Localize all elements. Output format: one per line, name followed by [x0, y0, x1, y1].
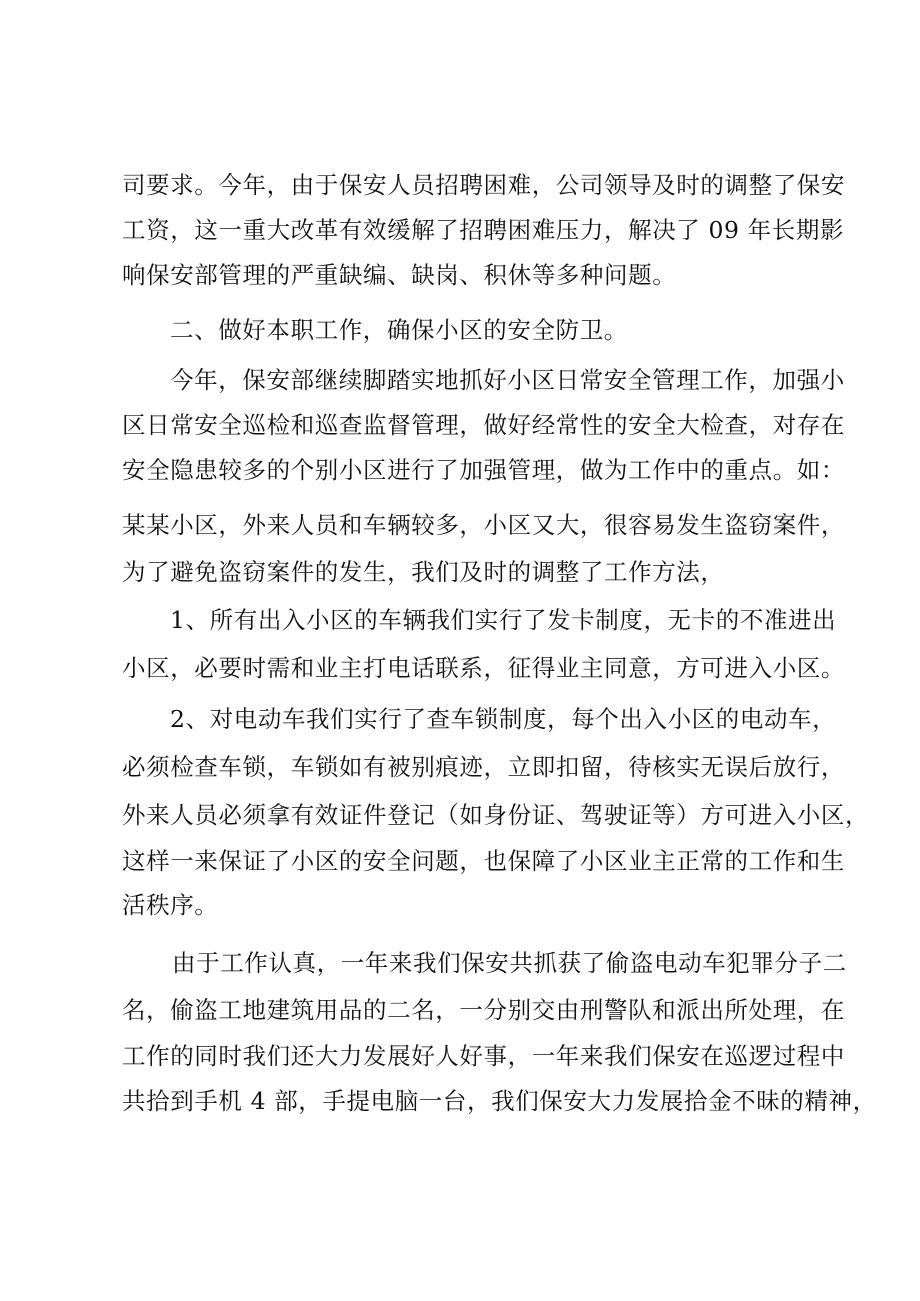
text-line: 活秩序。: [122, 891, 219, 919]
text-line: 名，偷盗工地建筑用品的二名，一分别交由刑警队和派出所处理，在: [122, 996, 845, 1024]
text-line: 今年，保安部继续脚踏实地抓好小区日常安全管理工作，加强小: [170, 366, 845, 394]
text-line: 共拾到手机 4 部，手提电脑一台，我们保安大力发展拾金不昧的精神，: [122, 1087, 877, 1115]
text-line: 司要求。今年，由于保安人员招聘困难，公司领导及时的调整了保安: [122, 171, 845, 199]
list-item: 1、所有出入小区的车辆我们实行了发卡制度，无卡的不准进出: [170, 606, 837, 634]
text-line: 为了避免盗窃案件的发生，我们及时的调整了工作方法，: [122, 558, 725, 586]
text-line: 必须检查车锁，车锁如有被别痕迹，立即扣留，待核实无误后放行，: [122, 753, 845, 781]
text-line: 区日常安全巡检和巡查监督管理，做好经常性的安全大检查，对存在: [122, 411, 845, 439]
text-line: 工作的同时我们还大力发展好人好事，一年来我们保安在巡逻过程中: [122, 1042, 845, 1070]
section-heading: 二、做好本职工作，确保小区的安全防卫。: [170, 316, 628, 344]
list-item: 2、对电动车我们实行了查车锁制度，每个出入小区的电动车，: [170, 705, 837, 733]
text-line: 工资，这一重大改革有效缓解了招聘困难压力，解决了 09 年长期影: [122, 216, 845, 244]
text-line: 由于工作认真，一年来我们保安共抓获了偷盗电动车犯罪分子二: [172, 949, 847, 977]
text-line: 安全隐患较多的个别小区进行了加强管理，做为工作中的重点。如：: [122, 456, 845, 484]
text-line: 这样一来保证了小区的安全问题，也保障了小区业主正常的工作和生: [122, 847, 845, 875]
text-line: 某某小区，外来人员和车辆较多，小区又大，很容易发生盗窃案件，: [122, 511, 845, 539]
text-line: 响保安部管理的严重缺编、缺岗、积休等多种问题。: [122, 261, 677, 289]
text-line: 外来人员必须拿有效证件登记（如身份证、驾驶证等）方可进入小区，: [122, 801, 870, 829]
text-line: 小区，必要时需和业主打电话联系，征得业主同意，方可进入小区。: [122, 654, 845, 682]
